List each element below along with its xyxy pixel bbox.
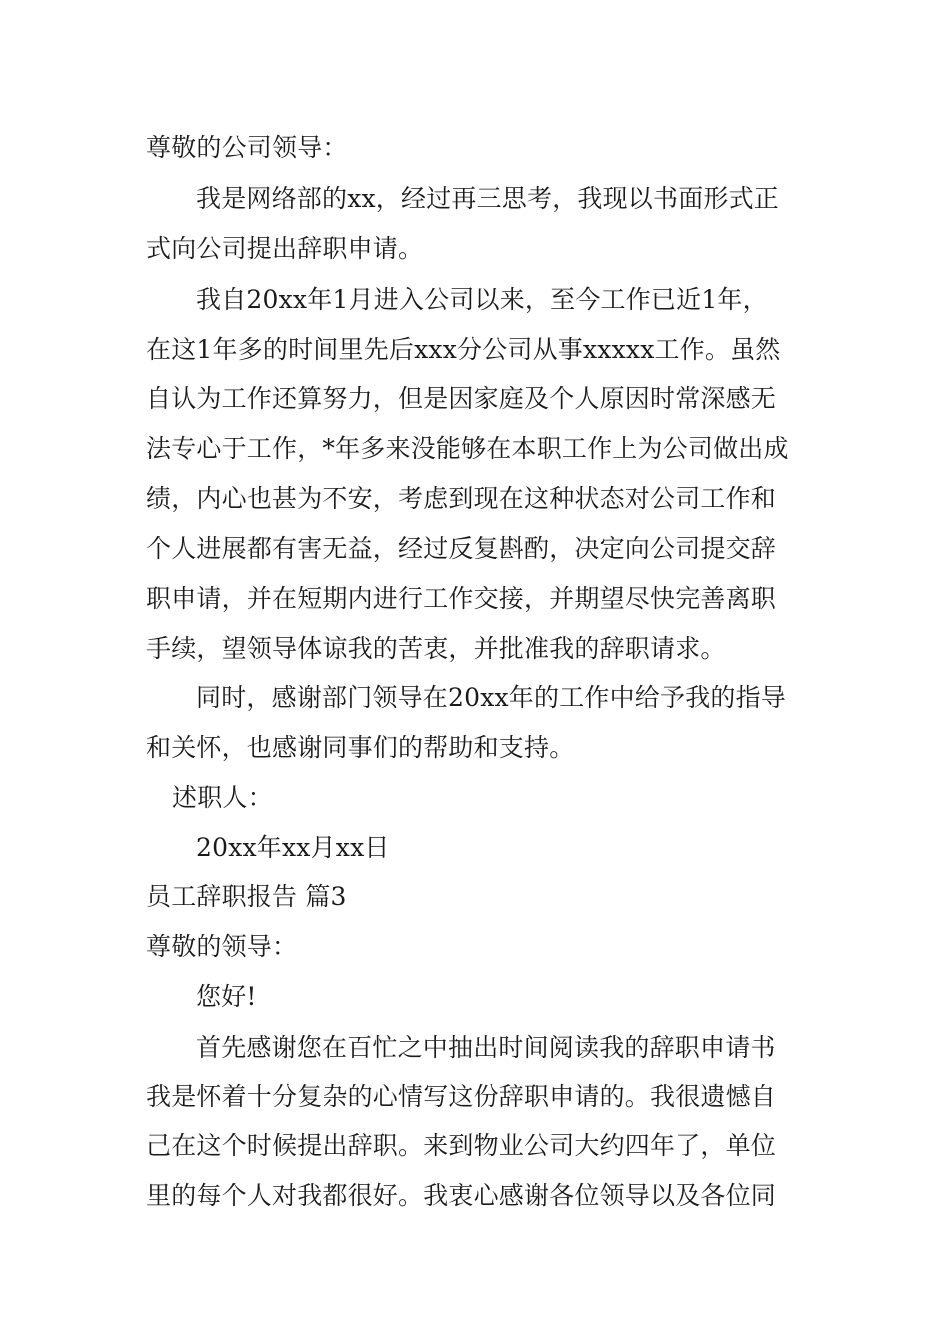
paragraph-line: 里的每个人对我都很好。我衷心感谢各位领导以及各位同 <box>146 1181 777 1210</box>
paragraph-line: 自认为工作还算努力，但是因家庭及个人原因时常深感无 <box>146 384 777 413</box>
paragraph-line: 在这1年多的时间里先后xxx分公司从事xxxxx工作。虽然 <box>146 335 781 364</box>
greeting: 您好! <box>196 982 257 1011</box>
paragraph-line: 法专心于工作，*年多来没能够在本职工作上为公司做出成 <box>146 434 789 463</box>
signature-label: 述职人： <box>172 783 273 812</box>
paragraph-line: 我自20xx年1月进入公司以来，至今工作已近1年， <box>196 285 768 314</box>
salutation: 尊敬的公司领导： <box>146 133 348 162</box>
paragraph-line: 式向公司提出辞职申请。 <box>146 234 424 263</box>
paragraph-line: 己在这个时候提出辞职。来到物业公司大约四年了，单位 <box>146 1131 777 1160</box>
paragraph-line: 我是怀着十分复杂的心情写这份辞职申请的。我很遗憾自 <box>146 1082 777 1111</box>
section-heading: 员工辞职报告 篇3 <box>146 882 347 911</box>
paragraph-line: 首先感谢您在百忙之中抽出时间阅读我的辞职申请书 <box>196 1033 776 1062</box>
paragraph-line: 我是网络部的xx，经过再三思考，我现以书面形式正 <box>196 184 780 213</box>
paragraph-line: 绩，内心也甚为不安，考虑到现在这种状态对公司工作和 <box>146 484 777 513</box>
date-line: 20xx年xx月xx日 <box>196 833 390 862</box>
paragraph-line: 和关怀，也感谢同事们的帮助和支持。 <box>146 733 575 762</box>
paragraph-line: 手续，望领导体谅我的苦衷，并批准我的辞职请求。 <box>146 634 726 663</box>
paragraph-line: 职申请，并在短期内进行工作交接，并期望尽快完善离职 <box>146 584 777 613</box>
salutation: 尊敬的领导： <box>146 932 298 961</box>
paragraph-line: 同时，感谢部门领导在20xx年的工作中给予我的指导 <box>196 683 787 712</box>
paragraph-line: 个人进展都有害无益，经过反复斟酌，决定向公司提交辞 <box>146 534 777 563</box>
